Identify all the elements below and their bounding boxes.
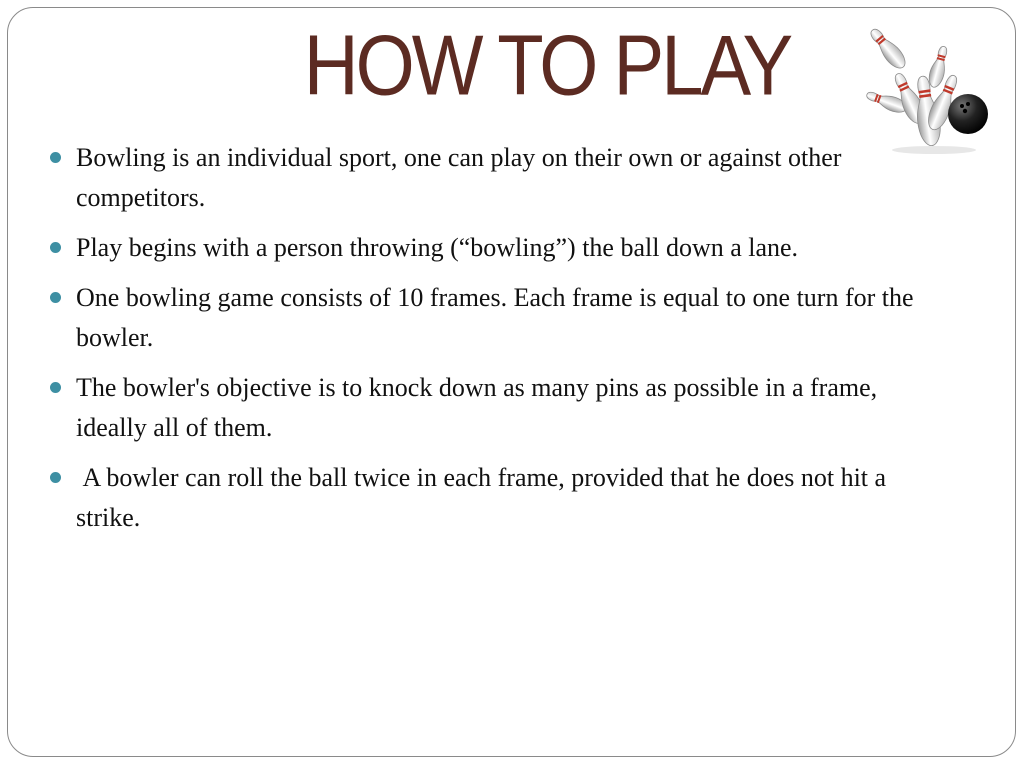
bullet-item <box>48 368 928 448</box>
bullet-marker-icon <box>50 242 61 253</box>
bullet-item <box>48 228 928 268</box>
bullet-text: One bowling game consists of 10 frames. Each frame is equal to one turn for the bowler. <box>76 283 914 352</box>
bowling-pins-strike-icon <box>854 22 990 156</box>
bullet-marker-icon <box>50 472 61 483</box>
bullet-marker-icon <box>50 292 61 303</box>
bullet-marker-icon <box>50 152 61 163</box>
bullet-item <box>48 138 928 218</box>
bullet-list <box>48 138 928 548</box>
bullet-text: Play begins with a person throwing (“bowling”) the ball down a lane. <box>76 233 799 262</box>
bullet-text: The bowler's objective is to knock down as many pins as possible in a frame, ideally all of them. <box>76 373 878 442</box>
slide-title: HOW TO PLAY <box>303 18 791 114</box>
slide <box>7 7 1016 757</box>
bullet-item <box>48 458 928 538</box>
bullet-text: A bowler can roll the ball twice in each frame, provided that he does not hit a strike. <box>76 463 893 532</box>
bullet-item <box>48 278 928 358</box>
bullet-text: Bowling is an individual sport, one can play on their own or against other competitors. <box>76 143 842 212</box>
bullet-marker-icon <box>50 382 61 393</box>
